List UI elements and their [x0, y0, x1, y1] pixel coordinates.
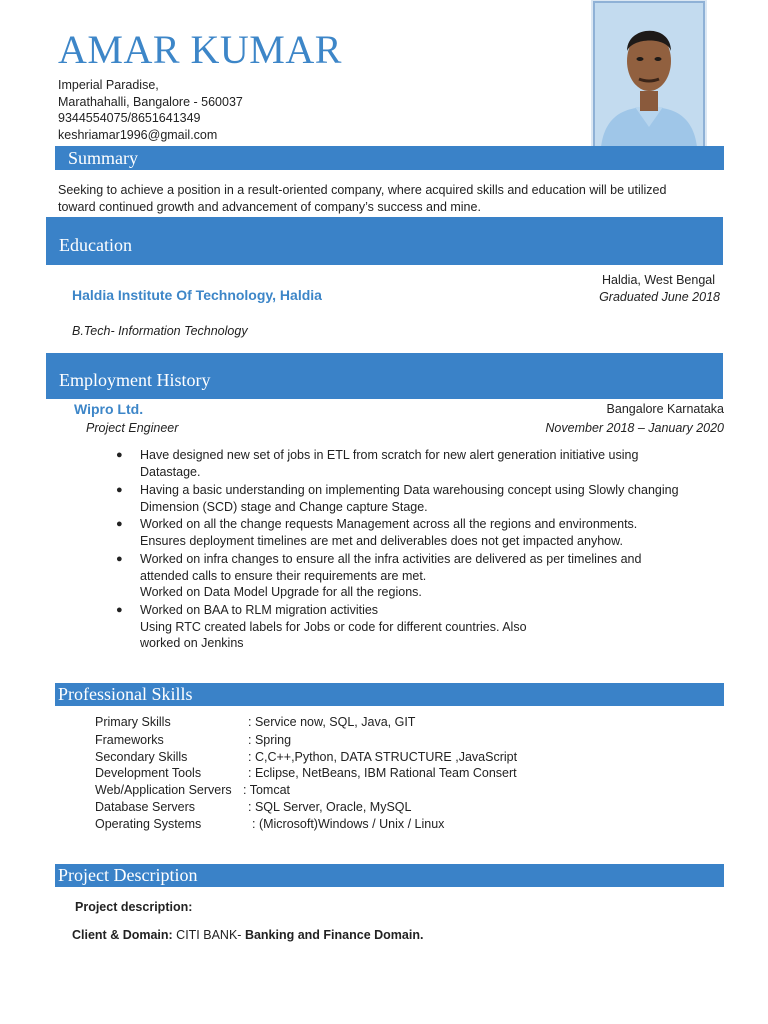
skill-label: Database Servers: [95, 800, 196, 814]
skill-label: Operating Systems: [95, 817, 202, 831]
section-title: Project Description: [58, 865, 198, 885]
skill-label: Web/Application Servers: [95, 783, 232, 797]
employment-bullet: [116, 482, 679, 515]
skill-label: Frameworks: [95, 733, 164, 747]
address-line-1: Imperial Paradise,: [58, 78, 159, 92]
client-domain-line: [72, 928, 423, 942]
section-title: Employment History: [59, 370, 211, 390]
section-header-skills: [55, 683, 724, 706]
bullet-dot-icon: ●: [116, 449, 123, 461]
bullet-line: Having a basic understanding on implementing Data warehousing concept using Slowly changing: [140, 483, 679, 497]
client-domain-label: Client & Domain:: [72, 928, 173, 942]
candidate-name: AMAR KUMAR: [58, 27, 342, 72]
bullet-line: Have designed new set of jobs in ETL from scratch for new alert generation initiative using: [140, 448, 639, 462]
bullet-line: Dimension (SCD) stage and Change capture Stage.: [140, 499, 428, 514]
bullet-dot-icon: ●: [116, 604, 123, 616]
employment-bullet: [116, 602, 527, 652]
education-graduated: Graduated June 2018: [599, 290, 720, 304]
skill-label: Development Tools: [95, 766, 202, 780]
employer-name: Wipro Ltd.: [74, 401, 144, 417]
bullet-line: Worked on BAA to RLM migration activities: [140, 603, 379, 617]
bullet-line: Ensures deployment timelines are met and deliverables does not get impacted anyhow.: [140, 533, 623, 548]
bullet-line: Worked on all the change requests Management across all the regions and environments.: [140, 517, 638, 531]
bullet-line: Worked on Data Model Upgrade for all the regions.: [140, 585, 422, 599]
email-address[interactable]: keshriamar1996@gmail.com: [58, 128, 218, 142]
job-role: Project Engineer: [86, 421, 179, 435]
section-title: Professional Skills: [58, 684, 193, 704]
project-description-label: Project description:: [75, 900, 193, 914]
section-header-employment: [46, 353, 723, 399]
skill-value: : Service now, SQL, Java, GIT: [248, 715, 416, 729]
skill-value: : Tomcat: [243, 783, 291, 797]
employment-bullet: [116, 551, 642, 601]
section-header-summary: [55, 146, 724, 170]
skill-label: Secondary Skills: [95, 750, 188, 764]
employment-bullet: [116, 516, 638, 549]
section-header-education: [46, 217, 723, 265]
skill-value: : SQL Server, Oracle, MySQL: [248, 800, 412, 814]
section-header-project: [55, 864, 724, 887]
bullet-line: Worked on infra changes to ensure all the infra activities are delivered as per timelines and: [140, 552, 642, 566]
bullet-line: Datastage.: [140, 464, 201, 479]
address-line-2: Marathahalli, Bangalore - 560037: [58, 95, 243, 109]
section-title: Summary: [68, 148, 138, 168]
client-domain-value: Banking and Finance Domain.: [244, 928, 424, 942]
bullet-dot-icon: ●: [116, 518, 123, 530]
client-name: CITI BANK-: [172, 928, 245, 942]
job-dates: November 2018 – January 2020: [545, 421, 724, 435]
education-institute: Haldia Institute Of Technology, Haldia: [72, 287, 322, 303]
education-degree: B.Tech- Information Technology: [72, 324, 248, 338]
profile-photo: [593, 1, 705, 149]
skill-value: : (Microsoft)Windows / Unix / Linux: [252, 817, 445, 831]
bullet-line: worked on Jenkins: [140, 636, 244, 650]
skill-value: : Spring: [248, 733, 292, 747]
skill-value: : C,C++,Python, DATA STRUCTURE ,JavaScript: [248, 750, 518, 764]
education-location: Haldia, West Bengal: [601, 273, 715, 287]
summary-line-2: toward continued growth and advancement of company’s success and mine.: [58, 200, 481, 214]
phone-number: 9344554075/8651641349: [58, 111, 201, 125]
bullet-dot-icon: ●: [116, 484, 123, 496]
skill-label: Primary Skills: [95, 715, 171, 729]
employer-location: Bangalore Karnataka: [606, 402, 724, 416]
bullet-dot-icon: ●: [116, 553, 123, 565]
summary-line-1: Seeking to achieve a position in a result-oriented company, where acquired skills and education will be utilized: [58, 183, 667, 197]
employment-bullet: [116, 447, 639, 480]
skill-value: : Eclipse, NetBeans, IBM Rational Team Consert: [248, 766, 517, 780]
bullet-line: Using RTC created labels for Jobs or code for different countries. Also: [140, 619, 527, 634]
bullet-line: attended calls to ensure their requirements are met.: [140, 568, 427, 583]
section-title: Education: [59, 235, 132, 255]
